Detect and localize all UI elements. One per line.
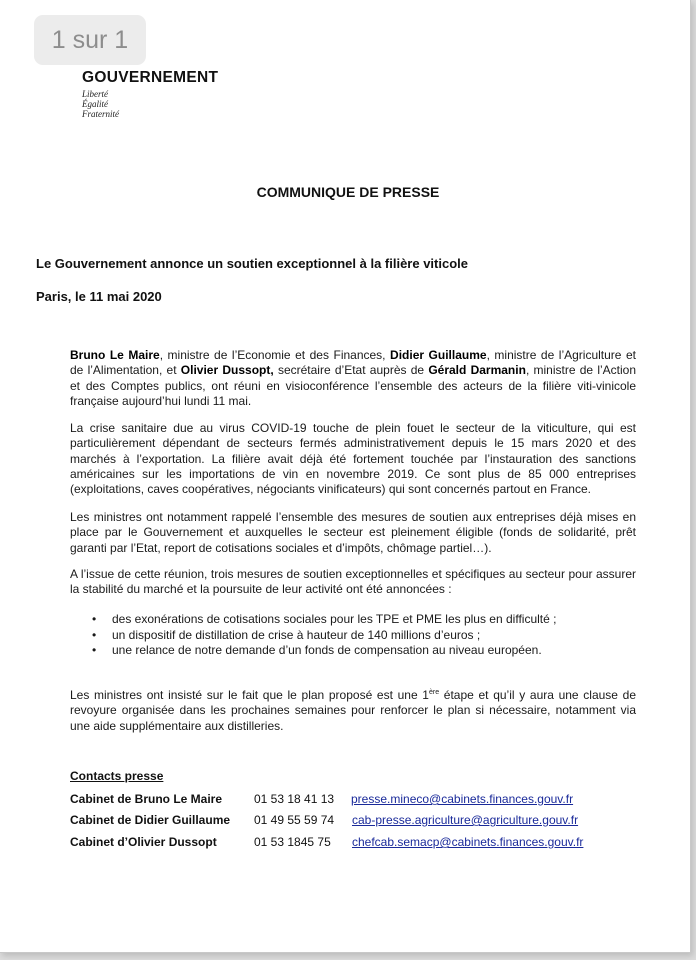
paragraph-conclusion	[70, 685, 636, 734]
contacts-heading: Contacts presse	[70, 769, 164, 783]
headline: Le Gouvernement annonce un soutien exceptionnel à la filière viticole	[36, 256, 468, 271]
bullet-icon: •	[92, 627, 97, 642]
bullet-icon: •	[92, 643, 97, 657]
dateline: Paris, le 11 mai 2020	[36, 289, 162, 304]
name-didier-guillaume: Didier Guillaume	[390, 348, 487, 362]
document-title: COMMUNIQUE DE PRESSE	[256, 184, 440, 200]
paragraph-intro	[70, 348, 636, 409]
list-item	[92, 628, 556, 644]
list-item	[92, 612, 556, 628]
bullet-list	[92, 612, 556, 659]
list-item	[92, 643, 556, 659]
motto-line: Liberté	[82, 89, 108, 99]
text-fragment: secrétaire d’Etat auprès de	[273, 363, 429, 378]
logo-motto	[82, 89, 218, 119]
bullet-icon: •	[92, 612, 97, 626]
text-fragment: , ministre de l’Action et des Comptes publics, ont réuni en visioconférence l’ensemble des acteurs de la filière viti-vinicole française aujourd’hui lundi 11 mai.	[70, 363, 637, 408]
contact-phone: 01 53 18 41 13	[254, 792, 335, 806]
paragraph-measures: Les ministres ont notamment rappelé l’ensemble des mesures de soutien aux entreprises déjà mises en place par le Gouvernement et auxquelles le secteur est pleinement éligible (fonds de solidarité, prêt garanti par l’Etat, report de cotisations sociales et d’impôts, chômage partiel…).	[70, 510, 636, 555]
paragraph-crisis: La crise sanitaire due au virus COVID-19 touche de plein fouet le secteur de la viticulture, qui est particulièrement dépendant de secteurs fermés administrativement depuis le 15 mars 2020 et des marchés à l’exportation. La filière avait déjà été fortement touchée par l’instauration des sanctions américaines sur les importations de vin en novembre 2019. Ce sont plus de 85 000 entreprises (exploitations, caves coopératives, négociants vinificateurs) qui sont concernés partout en France.	[70, 421, 636, 497]
contact-email-link[interactable]: chefcab.semacp@cabinets.finances.gouv.fr	[352, 835, 584, 849]
logo-title: GOUVERNEMENT	[82, 69, 219, 86]
name-gerald-darmanin: Gérald Darmanin	[428, 363, 526, 378]
superscript: ère	[429, 689, 440, 696]
name-olivier-dussopt: Olivier Dussopt,	[180, 363, 274, 378]
bullet-text: une relance de notre demande d’un fonds de compensation au niveau européen.	[112, 643, 542, 657]
contact-name: Cabinet de Bruno Le Maire	[70, 792, 223, 806]
motto-line: Fraternité	[82, 109, 119, 119]
paragraph-announcement: A l’issue de cette réunion, trois mesures de soutien exceptionnelles et spécifiques au secteur pour assurer la stabilité du marché et la poursuite de leur activité ont été annoncées :	[70, 567, 636, 597]
text-fragment: Les ministres ont insisté sur le fait que le plan proposé est une 1	[70, 688, 429, 702]
contact-phone: 01 49 55 59 74	[254, 813, 335, 827]
text-fragment: , ministre de l’Agriculture et de l’Alimentation, et	[70, 348, 636, 378]
contact-email-link[interactable]: cab-presse.agriculture@agriculture.gouv.fr	[352, 813, 579, 827]
government-logo	[82, 69, 218, 119]
name-bruno-le-maire: Bruno Le Maire	[70, 348, 160, 362]
contact-name: Cabinet de Didier Guillaume	[70, 813, 231, 827]
contact-phone: 01 53 1845 75	[254, 835, 331, 849]
text-fragment: étape et qu’il y aura une clause de revoyure organisée dans les prochaines semaines pour renforcer le plan si nécessaire, notamment via une aide supplémentaire aux distilleries.	[70, 688, 636, 733]
contact-email-link[interactable]: presse.mineco@cabinets.finances.gouv.fr	[351, 792, 574, 806]
motto-line: Égalité	[82, 99, 108, 109]
bullet-text: des exonérations de cotisations sociales pour les TPE et PME les plus en difficulté ;	[112, 612, 557, 626]
contact-name: Cabinet d’Olivier Dussopt	[70, 835, 217, 849]
text-fragment: , ministre de l’Economie et des Finances,	[159, 348, 391, 362]
bullet-text: un dispositif de distillation de crise à hauteur de 140 millions d’euros ;	[112, 627, 481, 642]
page-indicator: 1 sur 1	[34, 15, 146, 65]
